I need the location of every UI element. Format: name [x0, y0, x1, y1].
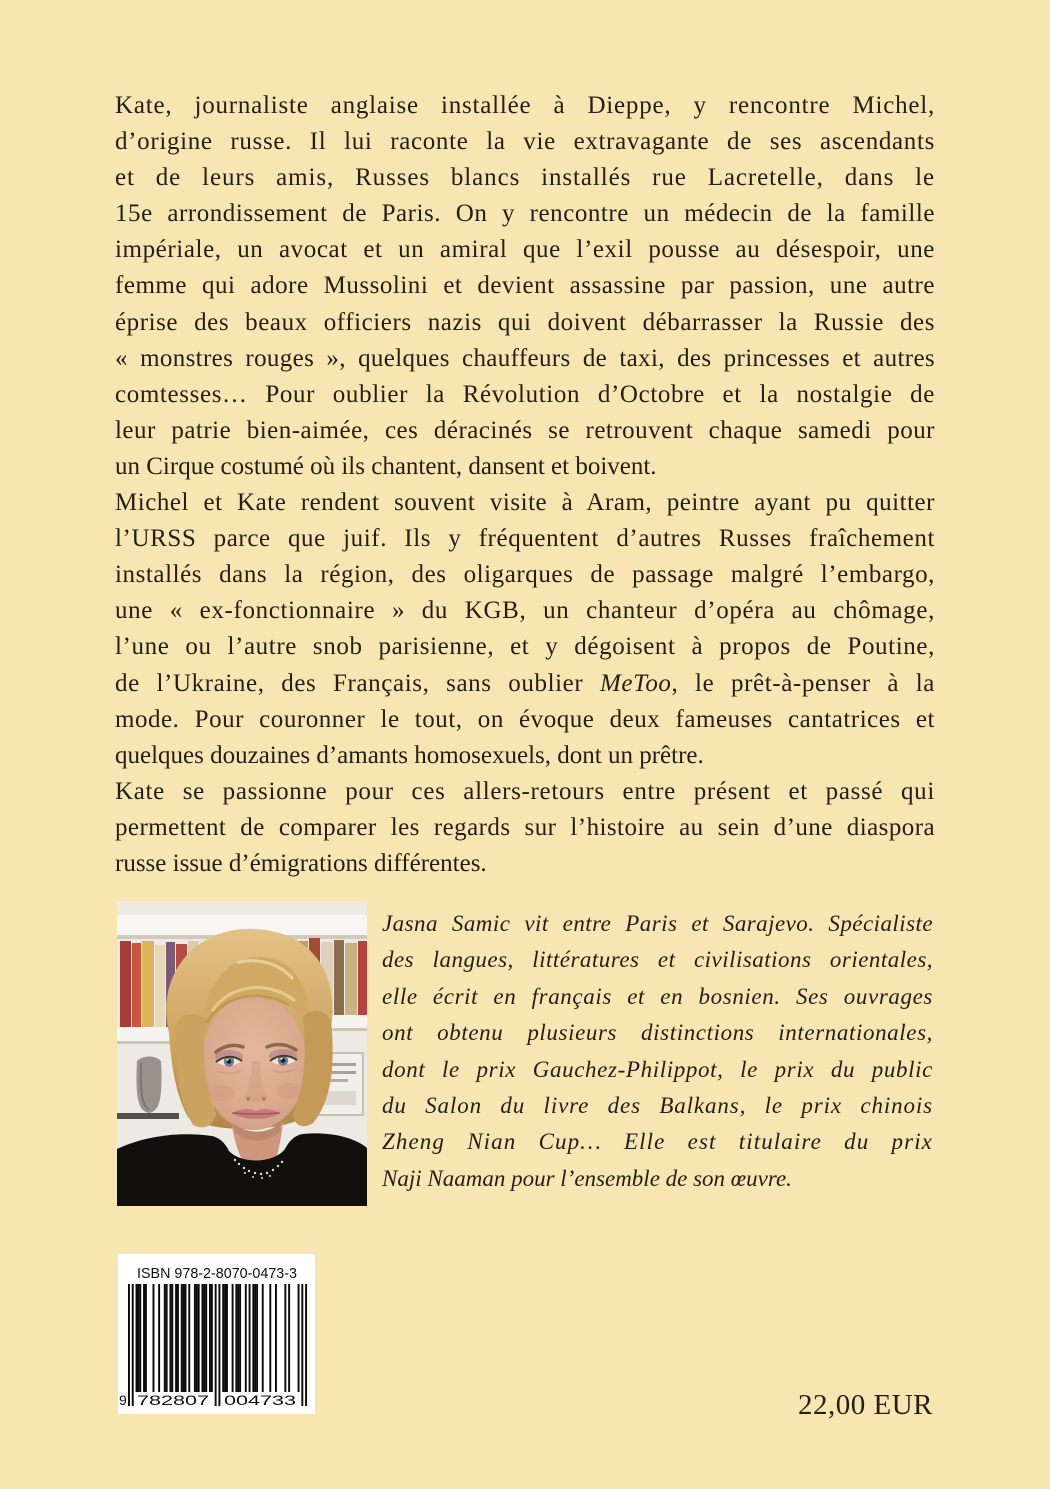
text-line: des langues, littératures et civilisations orientales,	[382, 947, 933, 973]
text-line: elle écrit en français et en bosnien. Ses ouvrages	[382, 983, 933, 1009]
text-line: permettent de comparer les regards sur l’histoire au sein d’une diaspora	[115, 813, 935, 841]
text-line: du Salon du livre des Balkans, le prix chinois	[382, 1092, 933, 1118]
text-line: Kate se passionne pour ces allers-retours entre présent et passé qui	[115, 777, 935, 805]
text-line: l’une ou l’autre snob parisienne, et y dégoisent à propos de Poutine,	[115, 633, 935, 661]
synopsis-text	[115, 88, 935, 882]
bio-text	[382, 906, 933, 1197]
text-line: quelques douzaines d’amants homosexuels, dont un prêtre.	[115, 741, 704, 769]
text-line: Zheng Nian Cup… Elle est titulaire du prix	[382, 1129, 933, 1155]
text-line: dont le prix Gauchez-Philippot, le prix du public	[382, 1056, 933, 1082]
isbn-barcode	[118, 1254, 315, 1414]
synopsis-paragraph	[115, 774, 935, 882]
text-line: une « ex-fonctionnaire » du KGB, un chanteur d’opéra au chômage,	[115, 597, 935, 625]
synopsis-paragraph	[115, 485, 935, 774]
barcode-left-digit: 9	[119, 1392, 127, 1408]
text-line: Kate, journaliste anglaise installée à Dieppe, y rencontre Michel,	[115, 92, 935, 119]
text-line: Michel et Kate rendent souvent visite à Aram, peintre ayant pu quitter	[115, 489, 935, 517]
barcode-digits-group2: 004733	[224, 1392, 297, 1408]
isbn-label: ISBN 978-2-8070-0473-3	[137, 1265, 297, 1282]
text-line: de l’Ukraine, des Français, sans oublier MeToo, le prêt-à-penser à la	[115, 669, 935, 697]
text-line: mode. Pour couronner le tout, on évoque deux fameuses cantatrices et	[115, 705, 935, 733]
text-line: russe issue d’émigrations différentes.	[115, 849, 487, 877]
text-line: « monstres rouges », quelques chauffeurs de taxi, des princesses et autres	[115, 344, 935, 372]
text-line: et de leurs amis, Russes blancs installés rue Lacretelle, dans le	[115, 164, 935, 192]
text-line: 15e arrondissement de Paris. On y rencontre un médecin de la famille	[115, 200, 935, 228]
text-line: leur patrie bien-aimée, ces déracinés se retrouvent chaque samedi pour	[115, 416, 935, 444]
price-label: 22,00 EUR	[798, 1389, 933, 1421]
text-line: Naji Naaman pour l’ensemble de son œuvre.	[382, 1165, 792, 1191]
synopsis-paragraph	[115, 88, 935, 485]
barcode-digits-group1: 782807	[137, 1392, 210, 1408]
text-line: d’origine russe. Il lui raconte la vie extravagante de ses ascendants	[115, 128, 935, 156]
author-portrait	[117, 901, 367, 1206]
author-photo	[117, 901, 367, 1206]
text-line: comtesses… Pour oublier la Révolution d’Octobre et la nostalgie de	[115, 380, 935, 408]
text-line: Jasna Samic vit entre Paris et Sarajevo. Spécialiste	[382, 911, 933, 936]
text-line: installés dans la région, des oligarques de passage malgré l’embargo,	[115, 561, 935, 589]
text-line: un Cirque costumé où ils chantent, dansent et boivent.	[115, 452, 657, 480]
text-line: ont obtenu plusieurs distinctions internationales,	[382, 1020, 933, 1046]
text-line: impériale, un avocat et un amiral que l’exil pousse au désespoir, une	[115, 236, 935, 264]
text-line: éprise des beaux officiers nazis qui doivent débarrasser la Russie des	[115, 308, 935, 336]
text-line: femme qui adore Mussolini et devient assassine par passion, une autre	[115, 272, 935, 300]
text-line: l’URSS parce que juif. Ils y fréquentent d’autres Russes fraîchement	[115, 525, 935, 553]
